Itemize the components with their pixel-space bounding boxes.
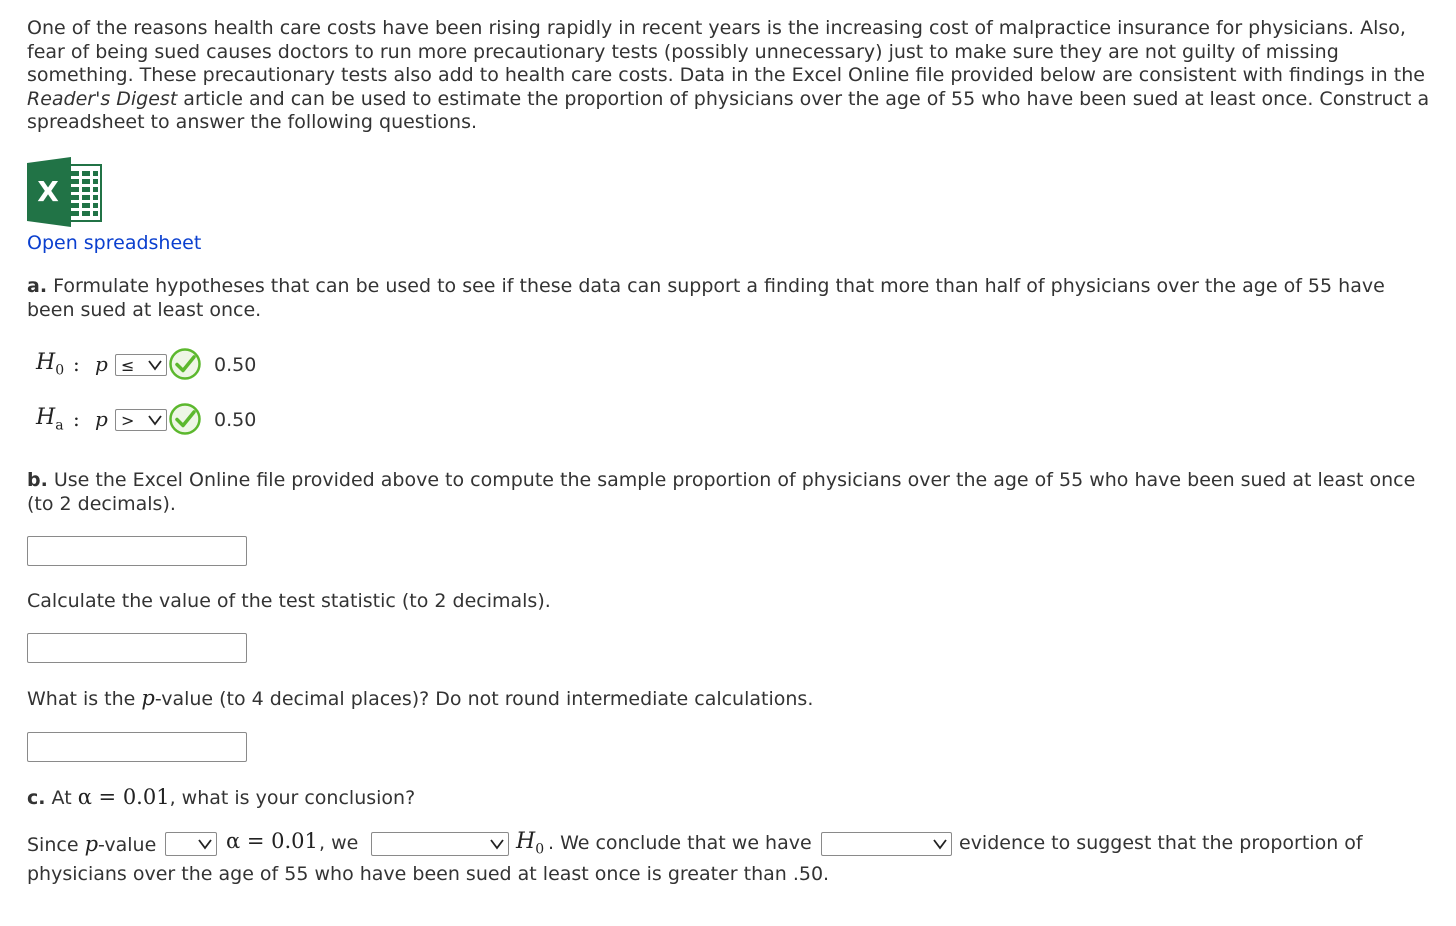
ha-subscript: a <box>55 417 64 434</box>
sample-proportion-input[interactable] <box>27 536 247 566</box>
h0-label <box>36 350 64 378</box>
h0-value: 0.50 <box>214 354 257 376</box>
alpha-expression: α = 0.01 <box>77 785 170 809</box>
part-c-text-post: , what is your conclusion? <box>169 787 416 809</box>
h0-variable: p <box>95 352 108 376</box>
part-a-prompt <box>27 275 1437 322</box>
ha-operator-select[interactable] <box>115 409 167 431</box>
conclusion-after-h0: . We conclude that we have <box>548 832 812 854</box>
pvalue-input[interactable] <box>27 732 247 762</box>
ha-colon: : <box>73 407 80 431</box>
intro-italic-source: Reader's Digest <box>27 87 178 110</box>
conclusion-tail-2: physicians over the age of 55 who have been sued at least once is greater than .50. <box>27 863 830 885</box>
h0-colon: : <box>73 352 80 376</box>
ha-label <box>36 405 64 433</box>
part-a-label: a. <box>27 275 48 297</box>
alpha-expression-2: α = 0.01 <box>226 829 318 853</box>
correct-check-icon <box>169 403 201 435</box>
since-label <box>27 832 156 856</box>
chevron-down-icon <box>932 837 948 851</box>
ha-variable: p <box>95 407 108 431</box>
ha-value: 0.50 <box>214 409 257 431</box>
decision-select[interactable] <box>371 832 509 856</box>
chevron-down-icon <box>147 358 163 372</box>
chevron-down-icon <box>489 837 505 851</box>
part-a-text: Formulate hypotheses that can be used to see if these data can support a finding that more than half of physicians over the age of 55 have been sued at least once. <box>27 275 1385 321</box>
pvalue-prompt-post: -value (to 4 decimal places)? Do not round intermediate calculations. <box>154 688 814 710</box>
h0-operator-value: ≤ <box>121 356 135 375</box>
h0-operator-select[interactable] <box>115 354 167 376</box>
evidence-select[interactable] <box>821 832 952 856</box>
problem-intro <box>27 17 1447 135</box>
chevron-down-icon <box>147 413 163 427</box>
open-spreadsheet-link[interactable]: Open spreadsheet <box>27 232 202 254</box>
test-statistic-input[interactable] <box>27 633 247 663</box>
pvalue-prompt-variable: p <box>141 686 155 710</box>
excel-icon-letter: X <box>37 175 59 208</box>
part-c-prompt <box>27 785 415 809</box>
since-text: Since <box>27 834 85 856</box>
h0-subscript: 0 <box>55 362 65 379</box>
conclusion-h0-symbol: H <box>516 829 536 854</box>
conclusion-tail-1: evidence to suggest that the proportion of <box>959 832 1363 854</box>
h0-symbol: H <box>36 350 56 375</box>
conclusion-h0-subscript: 0 <box>535 841 545 858</box>
pvalue-prompt <box>27 686 813 710</box>
part-c-text-pre: At <box>45 787 78 809</box>
part-b-label: b. <box>27 469 48 491</box>
part-b-prompt <box>27 469 1437 516</box>
chevron-down-icon <box>197 837 213 851</box>
test-statistic-prompt: Calculate the value of the test statistic (to 2 decimals). <box>27 590 551 612</box>
ha-symbol: H <box>36 405 56 430</box>
intro-text-2: article and can be used to estimate the proportion of physicians over the age of 55 who have been sued at least once. Construct a spreadsheet to answer the following questions. <box>27 87 1430 133</box>
part-c-label: c. <box>27 787 46 809</box>
intro-text-1: One of the reasons health care costs have been rising rapidly in recent years is the increasing cost of malpractice insurance for physicians. Also, fear of being sued causes doctors to run more precautionary tests (possibly unnecessary) just to make sure they are not guilty of missing something. These precautionary tests also add to health care costs. Data in the Excel Online file provided below are consistent with findings in the <box>27 17 1425 86</box>
correct-check-icon <box>169 348 201 380</box>
conclusion-h0-label <box>516 829 544 857</box>
since-pvalue-word: -value <box>98 834 157 856</box>
pvalue-prompt-pre: What is the <box>27 688 142 710</box>
part-b-text: Use the Excel Online file provided above to compute the sample proportion of physicians over the age of 55 who have been sued at least once (to 2 decimals). <box>27 469 1416 515</box>
ha-operator-value: > <box>121 411 135 430</box>
comma-we-text: , we <box>319 832 359 854</box>
since-p-variable: p <box>84 832 99 856</box>
pvalue-comparison-select[interactable] <box>165 832 217 856</box>
excel-icon[interactable] <box>27 157 103 227</box>
